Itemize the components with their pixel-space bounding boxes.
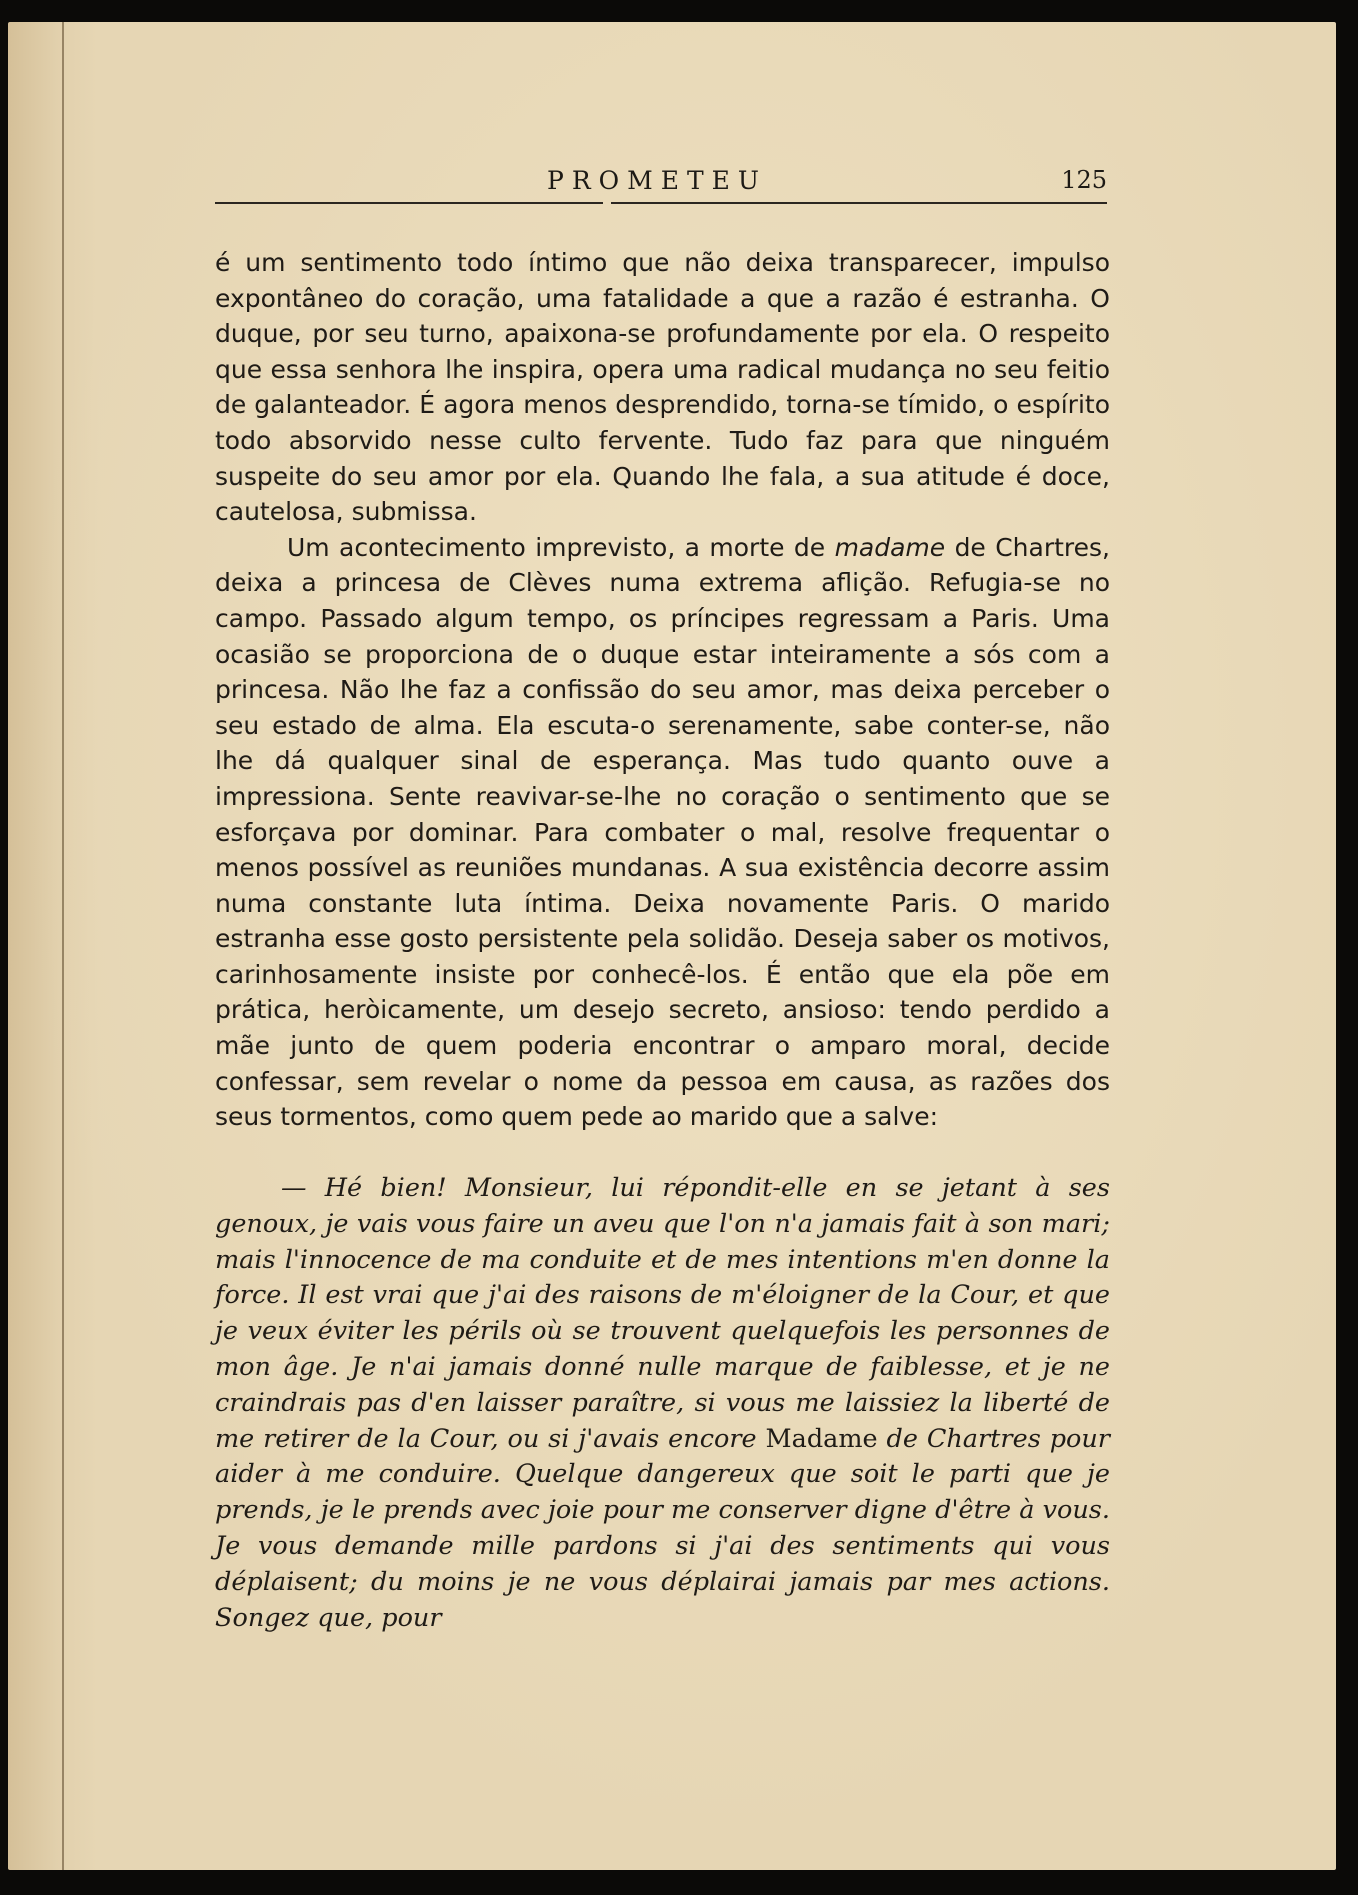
paragraph-2 [215, 530, 1110, 1135]
page-number: 125 [1061, 166, 1107, 194]
gutter-line [62, 22, 64, 1870]
quote-roman-word: Madame [765, 1423, 878, 1454]
quote-part-1: — Hé bien! Monsieur, lui répondit-elle en se jetant à ses genoux, je vais vous faire un aveu que l'on n'a jamais fait à son mari; mais l'innocence de ma conduite et de mes intentions m'en donne la force. Il est vrai que j'ai des raisons de m'éloigner de la Cour, et que je veux éviter les périls où se trouvent quelquefois les personnes de mon âge. Je n'ai jamais donné nulle marque de faiblesse, et je ne craindrais pas d'en laisser paraître, si vous me laissiez la liberté de me retirer de la Cour, ou si j'avais encore [215, 1173, 1110, 1454]
paragraph-1: é um sentimento todo íntimo que não deixa transparecer, impulso expontâneo do coração, uma fatalidade a que a razão é estranha. O duque, por seu turno, apaixona-se profundamente por ela. O respeito que essa senhora lhe inspira, opera uma radical mudança no seu feitio de galanteador. É agora menos desprendido, torna-se tímido, o espírito todo absorvido nesse culto fervente. Tudo faz para que ninguém suspeite do seu amor por ela. Quando lhe fala, a sua atitude é doce, cautelosa, submissa. [215, 248, 1110, 527]
running-title: PROMETEU [547, 166, 767, 195]
quoted-passage [215, 1171, 1110, 1636]
quote-paragraph [215, 1171, 1110, 1636]
paragraph-2-start: Um acontecimento imprevisto, a morte de [287, 532, 835, 562]
paragraph-2-rest: de Chartres, deixa a princesa de Clèves numa extrema aflição. Refugia-se no campo. Passado algum tempo, os príncipes regressam a Paris. Uma ocasião se proporciona de o duque estar inteiramente a sós com a princesa. Não lhe faz a confissão do seu amor, mas deixa perceber o seu estado de alma. Ela escuta-o serenamente, sabe conter-se, não lhe dá qualquer sinal de esperança. Mas tudo quanto ouve a impressiona. Sente reavivar-se-lhe no coração o sentimento que se esforçava por dominar. Para combater o mal, resolve frequentar o menos possível as reuniões mundanas. A sua existência decorre assim numa constante luta íntima. Deixa novamente Paris. O marido estranha esse gosto persistente pela solidão. Deseja saber os motivos, carinhosamente insiste por conhecê-los. É então que ela põe em prática, heròicamente, um desejo secreto, ansioso: tendo perdido a mãe junto de quem poderia encontrar o amparo moral, decide confessar, sem revelar o nome da pessoa em causa, as razões dos seus tormentos, como quem pede ao marido que a salve: [215, 532, 1110, 1132]
body-text [215, 245, 1110, 1135]
paragraph-2-italic: madame [834, 532, 946, 562]
header-rule-right [611, 202, 1107, 204]
quote-part-2: de Chartres pour aider à me conduire. Quelque dangereux que soit le parti que je prends, je le prends avec joie pour me conserver digne d'être à vous. Je vous demande mille pardons si j'ai des sentiments qui vous déplaisent; du moins je ne vous déplairai jamais par mes actions. Songez que, pour [215, 1423, 1110, 1633]
running-header [207, 166, 1107, 206]
header-rule-left [215, 202, 603, 204]
